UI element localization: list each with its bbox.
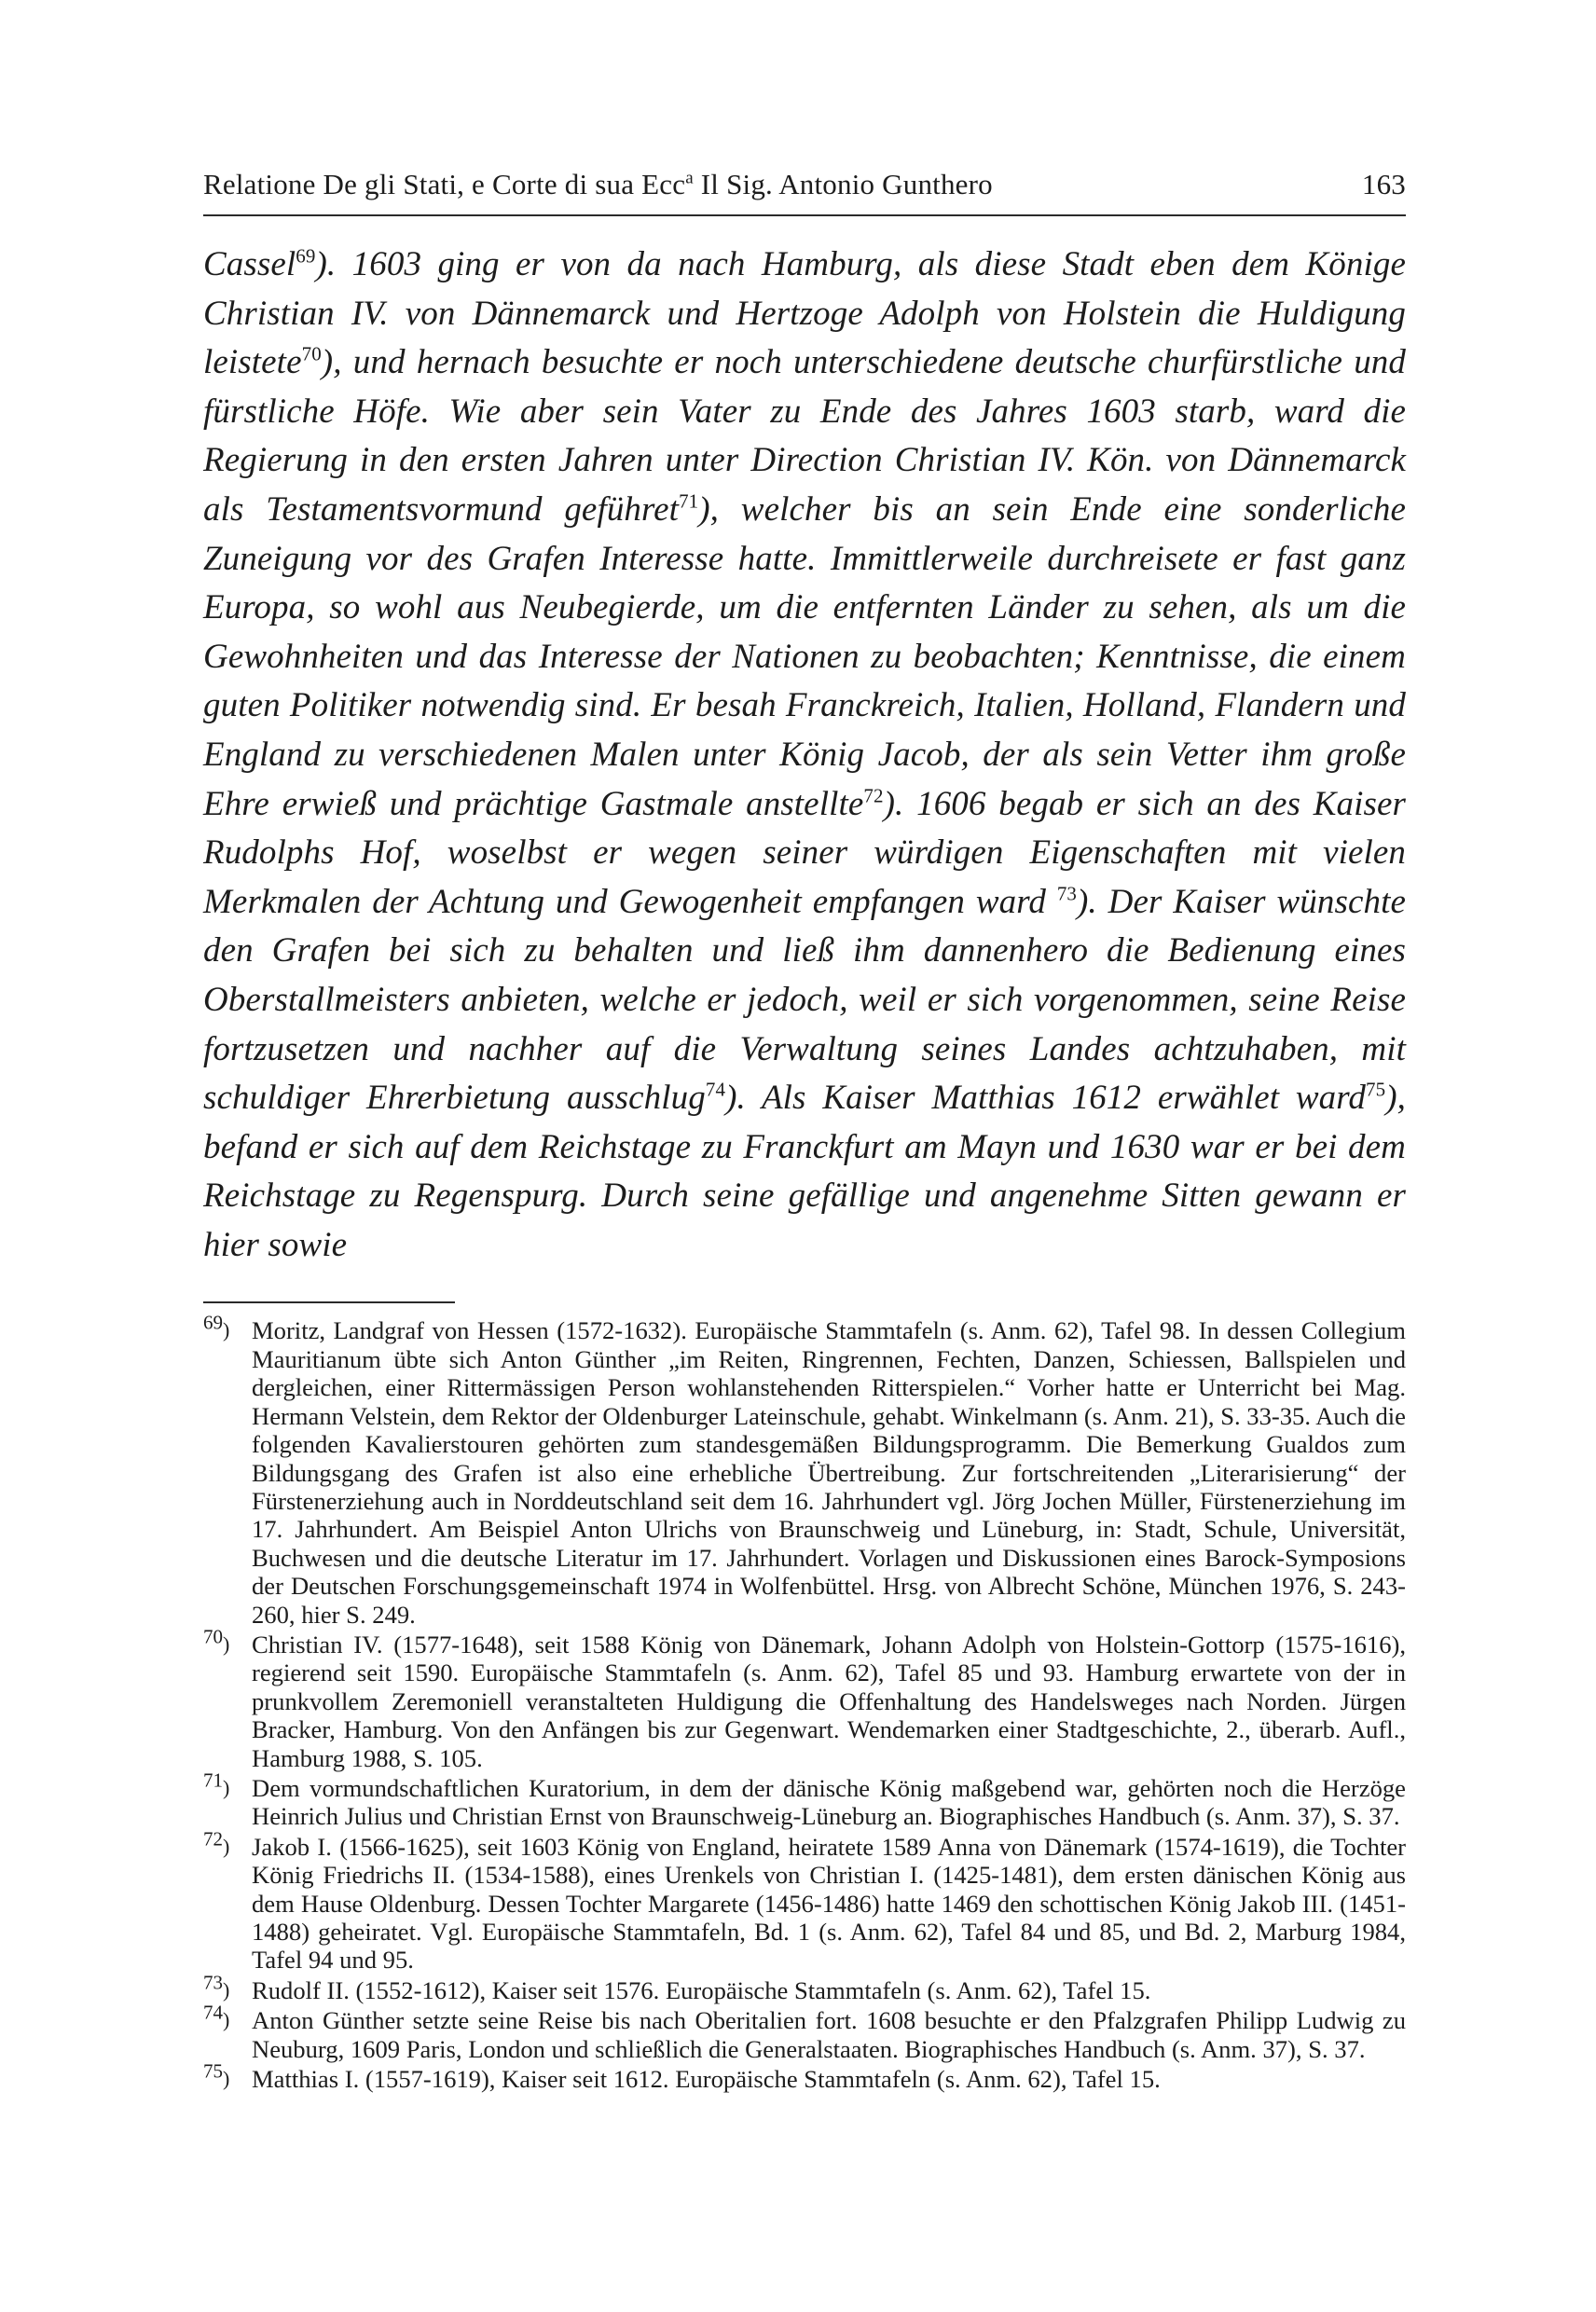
footnote-text: Rudolf II. (1552-1612), Kaiser seit 1576. Europäische Stammtafeln (s. Anm. 62), Tafel 15. [252, 1975, 1151, 2004]
running-title-part2: Il Sig. Antonio Gunthero [693, 168, 993, 200]
footnote-ref-72: 72 [863, 784, 884, 807]
footnote [203, 1827, 1406, 1975]
running-title [203, 168, 993, 201]
footnote-divider [203, 1301, 455, 1303]
text-segment-2: ). 1603 ging er von da nach Hamburg, als diese Stadt eben dem Könige Christian IV. von Dännemarck und Hertzoge Adolph von Holstein die Huldigung leistete [203, 245, 1406, 382]
main-text [203, 241, 1406, 1270]
text-segment-8: ), befand er sich auf dem Reichstage zu Franckfurt am Mayn und 1630 war er bei dem Reichstage zu Regenspurg. Durch seine gefällige und angenehme Sitten gewann er hier sowie [203, 1079, 1406, 1264]
text-segment-5: ). 1606 begab er sich an des Kaiser Rudolphs Hof, woselbst er wegen seiner würdigen Eigenschaften mit vielen Merkmalen der Achtung und Gewogenheit empfangen ward [203, 784, 1407, 921]
footnote-text: Moritz, Landgraf von Hessen (1572-1632). Europäische Stammtafeln (s. Anm. 62), Tafel 98. In dessen Collegium Mauritianum übte sich Anton Günther „im Reiten, Ringrennen, Fechten, Danzen, Schiessen, Ballspielen und dergleichen, einer Rittermässigen Person wohlanstehenden Ritterspielen.“ Vorher hatte er Unterricht bei Mag. Hermann Velstein, dem Rektor der Oldenburger Lateinschule, gehabt. Winkelmann (s. Anm. 21), S. 33-35. Auch die folgenden Kavalierstouren gehörten zum standesgemäßen Bildungsprogramm. Die Bemerkung Gualdos zum Bildungsgang des Grafen ist also eine erhebliche Übertreibung. Zur fortschreitenden „Literarisierung“ der Fürstenerziehung auch in Norddeutschland seit dem 16. Jahrhundert vgl. Jörg Jochen Müller, Fürstenerziehung im 17. Jahrhundert. Am Beispiel Anton Ulrichs von Braunschweig und Lüneburg, in: Stadt, Schule, Universität, Buchwesen und die deutsche Literatur im 17. Jahrhundert. Vorlagen und Diskussionen eines Barock-Symposions der Deutschen Forschungsgemeinschaft 1974 in Wolfenbüttel. Hrsg. von Albrecht Schöne, München 1976, S. 243-260, hier S. 249. [252, 1316, 1406, 1629]
footnote-number: $^{73}$) [203, 1971, 230, 2002]
footnote-ref-69: 69 [296, 244, 316, 268]
page-number: 163 [1361, 168, 1406, 200]
footnote-text: Jakob I. (1566-1625), seit 1603 König von England, heiratete 1589 Anna von Dänemark (1574-1619), die Tochter König Friedrichs II. (1534-1588), eines Urenkels von Christian I. (1425-1481), dem ersten dänischen König aus dem Hause Oldenburg. Dessen Tochter Margarete (1456-1486) hatte 1469 den schottischen König Jakob III. (1451-1488) geheiratet. Vgl. Europäische Stammtafeln, Bd. 1 (s. Anm. 62), Tafel 84 und 85, und Bd. 2, Marburg 1984, Tafel 94 und 95. [252, 1832, 1406, 1975]
footnote-text: Christian IV. (1577-1648), seit 1588 König von Dänemark, Johann Adolph von Holstein-Gottorp (1575-1616), regierend seit 1590. Europäische Stammtafeln (s. Anm. 62), Tafel 85 und 93. Hamburg erwartete von der in prunkvollem Zeremoniell veranstalteten Huldigung die Offenhaltung des Handelsweges nach Norden. Jürgen Bracker, Hamburg. Von den Anfängen bis zur Gegenwart. Wendemarken einer Stadtgeschichte, 2., überarb. Aufl., Hamburg 1988, S. 105. [252, 1630, 1406, 1772]
footnote [203, 2001, 1406, 2063]
text-segment-1: Cassel [203, 245, 296, 283]
text-segment-6: ). Der Kaiser wünschte den Grafen bei sich zu behalten und ließ ihm dannenhero die Bedienung eines Oberstallmeisters anbieten, welche er jedoch, weil er sich vorgenommen, seine Reise fortzusetzen und nachher auf die Verwaltung seines Landes achtzuhaben, mit schuldiger Ehrerbietung ausschlug [203, 882, 1406, 1118]
running-title-superscript: a [685, 168, 694, 188]
text-segment-4: ), welcher bis an sein Ende eine sonderliche Zuneigung vor des Grafen Interesse hatte. Immittlerweile durchreisete er fast ganz Europa, so wohl aus Neubegierde, um die entfernten Länder zu sehen, als um die Gewohnheiten und das Interesse der Nationen zu beobachten; Kenntnisse, die einem guten Politiker notwendig sind. Er besah Franckreich, Italien, Holland, Flandern und England zu verschiedenen Malen unter König Jacob, der als sein Vetter ihm große Ehre erwieß und prächtige Gastmale anstellte [203, 489, 1406, 823]
footnotes [203, 1312, 1406, 2094]
footnote-number: $^{71}$) [203, 1768, 230, 1799]
book-page [203, 168, 1406, 2095]
footnote-text: Matthias I. (1557-1619), Kaiser seit 1612. Europäische Stammtafeln (s. Anm. 62), Tafel 15. [252, 2065, 1161, 2094]
footnote [203, 1768, 1406, 1831]
footnote [203, 1625, 1406, 1772]
footnote-number: $^{72}$) [203, 1827, 230, 1858]
footnote-ref-70: 70 [301, 342, 322, 365]
running-title-part1: Relatione De gli Stati, e Corte di sua Ecc [203, 168, 686, 200]
footnote-ref-75: 75 [1366, 1078, 1386, 1101]
footnote-number: $^{75}$) [203, 2059, 230, 2091]
footnote-number: $^{74}$) [203, 2001, 230, 2032]
footnote-ref-71: 71 [679, 489, 699, 513]
footnote-text: Dem vormundschaftlichen Kuratorium, in dem der dänische König maßgebend war, gehörten noch die Herzöge Heinrich Julius und Christian Ernst von Braunschweig-Lüneburg an. Biographisches Handbuch (s. Anm. 37), S. 37. [252, 1773, 1406, 1831]
text-segment-3: ), und hernach besuchte er noch unterschiedene deutsche churfürstliche und fürstliche Höfe. Wie aber sein Vater zu Ende des Jahres 1603 starb, ward die Regierung in den ersten Jahren unter Direction Christian IV. Kön. von Dännemarck als Testamentsvormund geführet [203, 343, 1406, 529]
text-segment-7: ). Als Kaiser Matthias 1612 erwählet ward [725, 1079, 1367, 1118]
footnote-ref-74: 74 [705, 1078, 726, 1101]
running-header [203, 168, 1406, 216]
body-paragraph [203, 241, 1406, 1270]
footnote [203, 1971, 1406, 2004]
footnote-ref-73: 73 [1056, 882, 1078, 905]
footnote [203, 2059, 1406, 2094]
footnote-number: $^{70}$) [203, 1625, 230, 1656]
footnote [203, 1312, 1406, 1629]
footnote-text: Anton Günther setzte seine Reise bis nach Oberitalien fort. 1608 besuchte er den Pfalzgrafen Philipp Ludwig zu Neuburg, 1609 Paris, London und schließlich die Generalstaaten. Biographisches Handbuch (s. Anm. 37), S. 37. [252, 2006, 1406, 2063]
footnote-number: $^{69}$) [203, 1312, 230, 1342]
